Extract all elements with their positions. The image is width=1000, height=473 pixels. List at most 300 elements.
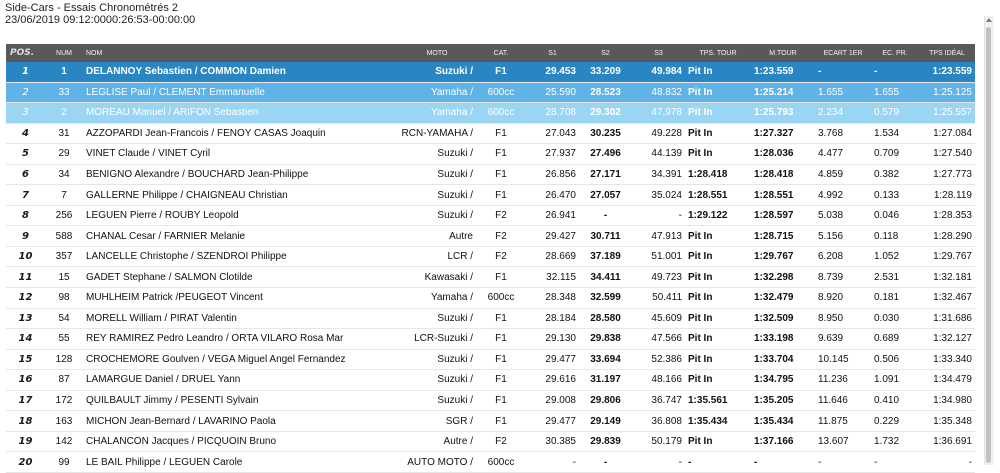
cell-s1: 29.616 <box>526 370 579 391</box>
cell-s3: 44.139 <box>632 144 685 165</box>
cell-s1: 28.669 <box>526 246 579 267</box>
cell-pos: 6 <box>6 164 45 185</box>
cell-moto: Autre <box>398 226 476 247</box>
cell-nom: CHALANCON Jacques / PICQUOIN Bruno <box>83 431 398 452</box>
col-header-pos[interactable]: POS. <box>6 44 45 62</box>
cell-s1: 26.941 <box>526 205 579 226</box>
cell-ecart: 8.950 <box>815 308 871 329</box>
cell-num: 128 <box>45 349 83 370</box>
cell-tps-ideal: 1:28.353 <box>919 205 975 226</box>
cell-s2: 32.599 <box>579 288 632 309</box>
cell-ecart: 10.145 <box>815 349 871 370</box>
cell-tps-tour: 1:35.561 <box>685 390 751 411</box>
cell-s2: 28.523 <box>579 82 632 103</box>
cell-s3: - <box>632 452 685 473</box>
cell-pos: 20 <box>6 452 45 473</box>
cell-moto: Suzuki / <box>398 390 476 411</box>
cell-ec-pr: 0.709 <box>871 144 919 165</box>
col-header-tps-tour[interactable]: TPS. TOUR <box>685 44 751 62</box>
cell-moto: SGR / <box>398 411 476 432</box>
cell-tps-ideal: 1:27.540 <box>919 144 975 165</box>
cell-tps-tour: Pit In <box>685 267 751 288</box>
cell-num: 34 <box>45 164 83 185</box>
cell-cat: F1 <box>476 185 526 206</box>
table-row[interactable] <box>6 226 975 247</box>
cell-s1: 27.937 <box>526 144 579 165</box>
table-row[interactable] <box>6 411 975 432</box>
cell-pos: 9 <box>6 226 45 247</box>
cell-tps-tour: Pit In <box>685 288 751 309</box>
cell-cat: F1 <box>476 411 526 432</box>
cell-s3: 48.166 <box>632 370 685 391</box>
cell-nom: MICHON Jean-Bernard / LAVARINO Paola <box>83 411 398 432</box>
cell-m-tour: 1:28.715 <box>751 226 815 247</box>
cell-pos: 3 <box>6 103 45 124</box>
table-row[interactable] <box>6 164 975 185</box>
cell-tps-ideal: 1:28.119 <box>919 185 975 206</box>
cell-pos: 19 <box>6 431 45 452</box>
col-header-s1[interactable]: S1 <box>526 44 579 62</box>
cell-ecart: 4.992 <box>815 185 871 206</box>
cell-s1: 32.115 <box>526 267 579 288</box>
table-row[interactable] <box>6 431 975 452</box>
table-row[interactable] <box>6 349 975 370</box>
col-header-nom[interactable]: NOM <box>83 44 398 62</box>
cell-s3: 51.001 <box>632 246 685 267</box>
cell-num: 163 <box>45 411 83 432</box>
table-row[interactable] <box>6 205 975 226</box>
cell-moto: Suzuki / <box>398 205 476 226</box>
cell-pos: 18 <box>6 411 45 432</box>
cell-ecart: 8.920 <box>815 288 871 309</box>
cell-nom: LEGLISE Paul / CLEMENT Emmanuelle <box>83 82 398 103</box>
cell-ecart: 6.208 <box>815 246 871 267</box>
col-header-s2[interactable]: S2 <box>579 44 632 62</box>
cell-s2: 28.580 <box>579 308 632 329</box>
cell-ecart: 11.875 <box>815 411 871 432</box>
cell-num: 172 <box>45 390 83 411</box>
cell-cat: F1 <box>476 123 526 144</box>
cell-ec-pr: 0.118 <box>871 226 919 247</box>
cell-m-tour: 1:32.509 <box>751 308 815 329</box>
cell-s3: - <box>632 205 685 226</box>
cell-s3: 49.984 <box>632 62 685 82</box>
cell-cat: 600cc <box>476 452 526 473</box>
cell-nom: LEGUEN Pierre / ROUBY Leopold <box>83 205 398 226</box>
cell-tps-tour: 1:28.551 <box>685 185 751 206</box>
cell-nom: LAMARGUE Daniel / DRUEL Yann <box>83 370 398 391</box>
cell-ec-pr: 1.091 <box>871 370 919 391</box>
cell-nom: GADET Stephane / SALMON Clotilde <box>83 267 398 288</box>
cell-tps-ideal: 1:31.686 <box>919 308 975 329</box>
cell-ecart: 4.859 <box>815 164 871 185</box>
cell-cat: F1 <box>476 267 526 288</box>
cell-s3: 47.913 <box>632 226 685 247</box>
cell-s2: 29.302 <box>579 103 632 124</box>
table-row[interactable] <box>6 267 975 288</box>
cell-nom: DELANNOY Sebastien / COMMON Damien <box>83 62 398 82</box>
table-header-row <box>6 44 975 62</box>
cell-s3: 45.609 <box>632 308 685 329</box>
cell-cat: F1 <box>476 164 526 185</box>
cell-tps-tour: Pit In <box>685 308 751 329</box>
cell-m-tour: 1:28.551 <box>751 185 815 206</box>
cell-cat: F2 <box>476 226 526 247</box>
table-row[interactable] <box>6 62 975 82</box>
table-row[interactable] <box>6 308 975 329</box>
cell-cat: F1 <box>476 370 526 391</box>
cell-tps-tour: Pit In <box>685 226 751 247</box>
cell-tps-tour: Pit In <box>685 431 751 452</box>
cell-s2: 29.838 <box>579 329 632 350</box>
cell-pos: 1 <box>6 62 45 82</box>
cell-cat: F2 <box>476 205 526 226</box>
cell-s1: 28.348 <box>526 288 579 309</box>
cell-moto: RCN-YAMAHA / <box>398 123 476 144</box>
cell-s1: 28.708 <box>526 103 579 124</box>
cell-moto: AUTO MOTO / <box>398 452 476 473</box>
cell-ec-pr: 1.732 <box>871 431 919 452</box>
cell-ec-pr: 1.655 <box>871 82 919 103</box>
cell-num: 29 <box>45 144 83 165</box>
cell-nom: BENIGNO Alexandre / BOUCHARD Jean-Philippe <box>83 164 398 185</box>
cell-s1: 27.043 <box>526 123 579 144</box>
cell-s2: 33.694 <box>579 349 632 370</box>
cell-tps-ideal: 1:32.127 <box>919 329 975 350</box>
table-row[interactable] <box>6 390 975 411</box>
cell-nom: CHANAL Cesar / FARNIER Melanie <box>83 226 398 247</box>
cell-ecart: 5.038 <box>815 205 871 226</box>
cell-m-tour: 1:35.434 <box>751 411 815 432</box>
cell-cat: 600cc <box>476 103 526 124</box>
cell-ecart: 11.236 <box>815 370 871 391</box>
cell-num: 1 <box>45 62 83 82</box>
cell-pos: 12 <box>6 288 45 309</box>
cell-tps-ideal: 1:36.691 <box>919 431 975 452</box>
cell-tps-tour: Pit In <box>685 349 751 370</box>
cell-moto: Autre / <box>398 431 476 452</box>
cell-pos: 15 <box>6 349 45 370</box>
cell-s1: 29.477 <box>526 349 579 370</box>
cell-cat: F1 <box>476 144 526 165</box>
cell-m-tour: 1:28.597 <box>751 205 815 226</box>
cell-s1: 29.427 <box>526 226 579 247</box>
table-row[interactable] <box>6 452 975 473</box>
cell-cat: F1 <box>476 308 526 329</box>
cell-s2: 31.197 <box>579 370 632 391</box>
cell-num: 98 <box>45 288 83 309</box>
cell-tps-ideal: 1:28.290 <box>919 226 975 247</box>
cell-moto: Suzuki / <box>398 185 476 206</box>
cell-tps-ideal: 1:32.467 <box>919 288 975 309</box>
cell-s2: - <box>579 452 632 473</box>
cell-s3: 50.411 <box>632 288 685 309</box>
session-datetime: 23/06/2019 09:12:0000:26:53-00:00:00 <box>5 14 196 26</box>
cell-ec-pr: 0.030 <box>871 308 919 329</box>
col-header-s3[interactable]: S3 <box>632 44 685 62</box>
cell-moto: Yamaha / <box>398 82 476 103</box>
cell-s2: 30.711 <box>579 226 632 247</box>
cell-pos: 4 <box>6 123 45 144</box>
cell-s1: 25.590 <box>526 82 579 103</box>
cell-m-tour: 1:34.795 <box>751 370 815 391</box>
cell-m-tour: 1:37.166 <box>751 431 815 452</box>
cell-nom: AZZOPARDI Jean-Francois / FENOY CASAS Joaquin <box>83 123 398 144</box>
cell-ecart: 13.607 <box>815 431 871 452</box>
col-header-m-tour[interactable]: M.TOUR <box>751 44 815 62</box>
cell-nom: CROCHEMORE Goulven / VEGA Miguel Angel Fernandez <box>83 349 398 370</box>
table-row[interactable] <box>6 329 975 350</box>
cell-num: 87 <box>45 370 83 391</box>
cell-m-tour: 1:28.036 <box>751 144 815 165</box>
col-header-moto[interactable]: MOTO <box>398 44 476 62</box>
cell-pos: 17 <box>6 390 45 411</box>
cell-ecart: 8.739 <box>815 267 871 288</box>
cell-num: 33 <box>45 82 83 103</box>
cell-s3: 47.978 <box>632 103 685 124</box>
cell-cat: F1 <box>476 329 526 350</box>
cell-num: 55 <box>45 329 83 350</box>
cell-s3: 52.386 <box>632 349 685 370</box>
cell-s3: 36.747 <box>632 390 685 411</box>
cell-nom: QUILBAULT Jimmy / PESENTI Sylvain <box>83 390 398 411</box>
cell-ecart: 9.639 <box>815 329 871 350</box>
cell-tps-ideal: 1:33.340 <box>919 349 975 370</box>
cell-tps-tour: 1:35.434 <box>685 411 751 432</box>
cell-s3: 35.024 <box>632 185 685 206</box>
cell-m-tour: 1:27.327 <box>751 123 815 144</box>
col-header-ec-pr[interactable]: EC. PR. <box>871 44 919 62</box>
cell-num: 256 <box>45 205 83 226</box>
cell-m-tour: 1:32.298 <box>751 267 815 288</box>
cell-ec-pr: 0.410 <box>871 390 919 411</box>
cell-m-tour: 1:32.479 <box>751 288 815 309</box>
cell-m-tour: 1:35.205 <box>751 390 815 411</box>
cell-ecart: 3.768 <box>815 123 871 144</box>
page-header <box>5 2 195 26</box>
cell-cat: F2 <box>476 431 526 452</box>
cell-nom: MUHLHEIM Patrick /PEUGEOT Vincent <box>83 288 398 309</box>
cell-tps-ideal: 1:27.773 <box>919 164 975 185</box>
session-title: Side-Cars - Essais Chronométrés 2 <box>5 2 179 14</box>
table-row[interactable] <box>6 288 975 309</box>
cell-tps-tour: Pit In <box>685 246 751 267</box>
cell-pos: 10 <box>6 246 45 267</box>
cell-pos: 11 <box>6 267 45 288</box>
cell-pos: 7 <box>6 185 45 206</box>
cell-tps-tour: Pit In <box>685 62 751 82</box>
cell-nom: VINET Claude / VINET Cyril <box>83 144 398 165</box>
cell-num: 31 <box>45 123 83 144</box>
cell-s3: 34.391 <box>632 164 685 185</box>
cell-ecart: 4.477 <box>815 144 871 165</box>
cell-tps-tour: 1:29.122 <box>685 205 751 226</box>
scroll-up-arrow-icon[interactable] <box>986 18 992 22</box>
cell-ecart: 1.655 <box>815 82 871 103</box>
table-row[interactable] <box>6 103 975 124</box>
cell-cat: F2 <box>476 246 526 267</box>
cell-ec-pr: 0.181 <box>871 288 919 309</box>
cell-s3: 47.566 <box>632 329 685 350</box>
cell-ec-pr: 0.579 <box>871 103 919 124</box>
cell-s1: 30.385 <box>526 431 579 452</box>
cell-tps-ideal: 1:27.084 <box>919 123 975 144</box>
cell-ec-pr: 0.506 <box>871 349 919 370</box>
cell-tps-ideal: 1:29.767 <box>919 246 975 267</box>
cell-tps-tour: Pit In <box>685 82 751 103</box>
cell-s1: 29.477 <box>526 411 579 432</box>
cell-m-tour: 1:23.559 <box>751 62 815 82</box>
table-row[interactable] <box>6 185 975 206</box>
cell-num: 357 <box>45 246 83 267</box>
cell-num: 15 <box>45 267 83 288</box>
cell-cat: 600cc <box>476 288 526 309</box>
cell-tps-ideal: 1:25.557 <box>919 103 975 124</box>
cell-moto: LCR / <box>398 246 476 267</box>
cell-ec-pr: 0.382 <box>871 164 919 185</box>
cell-ec-pr: 0.229 <box>871 411 919 432</box>
cell-s3: 49.228 <box>632 123 685 144</box>
cell-ec-pr: 0.689 <box>871 329 919 350</box>
cell-ec-pr: - <box>871 452 919 473</box>
cell-nom: MOREAU Manuel / ARIFON Sebastien <box>83 103 398 124</box>
cell-moto: Kawasaki / <box>398 267 476 288</box>
cell-moto: Yamaha / <box>398 288 476 309</box>
cell-num: 99 <box>45 452 83 473</box>
cell-num: 588 <box>45 226 83 247</box>
cell-m-tour: - <box>751 452 815 473</box>
cell-tps-tour: Pit In <box>685 329 751 350</box>
cell-moto: Suzuki / <box>398 349 476 370</box>
cell-ec-pr: 0.133 <box>871 185 919 206</box>
cell-tps-ideal: 1:34.980 <box>919 390 975 411</box>
col-header-num[interactable]: NUM <box>45 44 83 62</box>
cell-s2: 27.171 <box>579 164 632 185</box>
cell-pos: 14 <box>6 329 45 350</box>
col-header-cat[interactable]: CAT. <box>476 44 526 62</box>
cell-pos: 13 <box>6 308 45 329</box>
cell-pos: 16 <box>6 370 45 391</box>
cell-s1: 28.184 <box>526 308 579 329</box>
cell-ecart: 5.156 <box>815 226 871 247</box>
cell-tps-ideal: - <box>919 452 975 473</box>
cell-ec-pr: 1.534 <box>871 123 919 144</box>
cell-ecart: - <box>815 452 871 473</box>
cell-moto: Suzuki / <box>398 144 476 165</box>
cell-s1: 26.470 <box>526 185 579 206</box>
cell-s1: 29.453 <box>526 62 579 82</box>
cell-s2: 34.411 <box>579 267 632 288</box>
cell-m-tour: 1:29.767 <box>751 246 815 267</box>
col-header-ecart[interactable]: ECART 1ER <box>815 44 871 62</box>
cell-ec-pr: 0.046 <box>871 205 919 226</box>
cell-pos: 5 <box>6 144 45 165</box>
cell-m-tour: 1:25.214 <box>751 82 815 103</box>
cell-nom: REY RAMIREZ Pedro Leandro / ORTA VILARO Rosa Mar <box>83 329 398 350</box>
results-table <box>6 44 975 473</box>
cell-s2: 29.149 <box>579 411 632 432</box>
cell-pos: 8 <box>6 205 45 226</box>
cell-ecart: - <box>815 62 871 82</box>
cell-s1: - <box>526 452 579 473</box>
cell-pos: 2 <box>6 82 45 103</box>
cell-s2: - <box>579 205 632 226</box>
cell-tps-ideal: 1:23.559 <box>919 62 975 82</box>
cell-ec-pr: - <box>871 62 919 82</box>
cell-ec-pr: 1.052 <box>871 246 919 267</box>
cell-moto: LCR-Suzuki / <box>398 329 476 350</box>
table-row[interactable] <box>6 144 975 165</box>
cell-cat: F1 <box>476 349 526 370</box>
cell-tps-tour: Pit In <box>685 123 751 144</box>
cell-s2: 27.057 <box>579 185 632 206</box>
cell-nom: LANCELLE Christophe / SZENDROI Philippe <box>83 246 398 267</box>
cell-s1: 26.856 <box>526 164 579 185</box>
cell-cat: F1 <box>476 62 526 82</box>
cell-tps-tour: Pit In <box>685 144 751 165</box>
cell-s1: 29.008 <box>526 390 579 411</box>
cell-m-tour: 1:33.198 <box>751 329 815 350</box>
cell-moto: Suzuki / <box>398 308 476 329</box>
cell-s3: 49.723 <box>632 267 685 288</box>
col-header-tps-ideal[interactable]: TPS IDÉAL <box>919 44 975 62</box>
cell-s2: 30.235 <box>579 123 632 144</box>
cell-m-tour: 1:25.793 <box>751 103 815 124</box>
cell-num: 142 <box>45 431 83 452</box>
table-row[interactable] <box>6 123 975 144</box>
table-row[interactable] <box>6 370 975 391</box>
scrollbar-thumb[interactable] <box>986 27 991 463</box>
cell-s2: 29.839 <box>579 431 632 452</box>
cell-s2: 29.806 <box>579 390 632 411</box>
cell-ecart: 2.234 <box>815 103 871 124</box>
cell-s2: 37.189 <box>579 246 632 267</box>
cell-s3: 36.808 <box>632 411 685 432</box>
cell-tps-ideal: 1:32.181 <box>919 267 975 288</box>
cell-s2: 27.496 <box>579 144 632 165</box>
cell-s1: 29.130 <box>526 329 579 350</box>
cell-nom: GALLERNE Philippe / CHAIGNEAU Christian <box>83 185 398 206</box>
cell-num: 2 <box>45 103 83 124</box>
cell-moto: Yamaha / <box>398 103 476 124</box>
cell-moto: Suzuki / <box>398 370 476 391</box>
cell-m-tour: 1:33.704 <box>751 349 815 370</box>
table-row[interactable] <box>6 82 975 103</box>
cell-cat: F1 <box>476 390 526 411</box>
cell-moto: Suzuki / <box>398 62 476 82</box>
cell-s3: 48.832 <box>632 82 685 103</box>
cell-tps-ideal: 1:25.125 <box>919 82 975 103</box>
cell-num: 7 <box>45 185 83 206</box>
cell-m-tour: 1:28.418 <box>751 164 815 185</box>
cell-moto: Suzuki / <box>398 164 476 185</box>
cell-tps-tour: Pit In <box>685 103 751 124</box>
cell-s2: 33.209 <box>579 62 632 82</box>
table-row[interactable] <box>6 246 975 267</box>
cell-s3: 50.179 <box>632 431 685 452</box>
cell-tps-tour: 1:28.418 <box>685 164 751 185</box>
cell-cat: 600cc <box>476 82 526 103</box>
cell-num: 54 <box>45 308 83 329</box>
cell-tps-tour: Pit In <box>685 370 751 391</box>
cell-tps-tour: - <box>685 452 751 473</box>
cell-ecart: 11.646 <box>815 390 871 411</box>
results-body <box>6 62 975 472</box>
cell-tps-ideal: 1:34.479 <box>919 370 975 391</box>
cell-ec-pr: 2.531 <box>871 267 919 288</box>
cell-tps-ideal: 1:35.348 <box>919 411 975 432</box>
cell-nom: MORELL William / PIRAT Valentin <box>83 308 398 329</box>
